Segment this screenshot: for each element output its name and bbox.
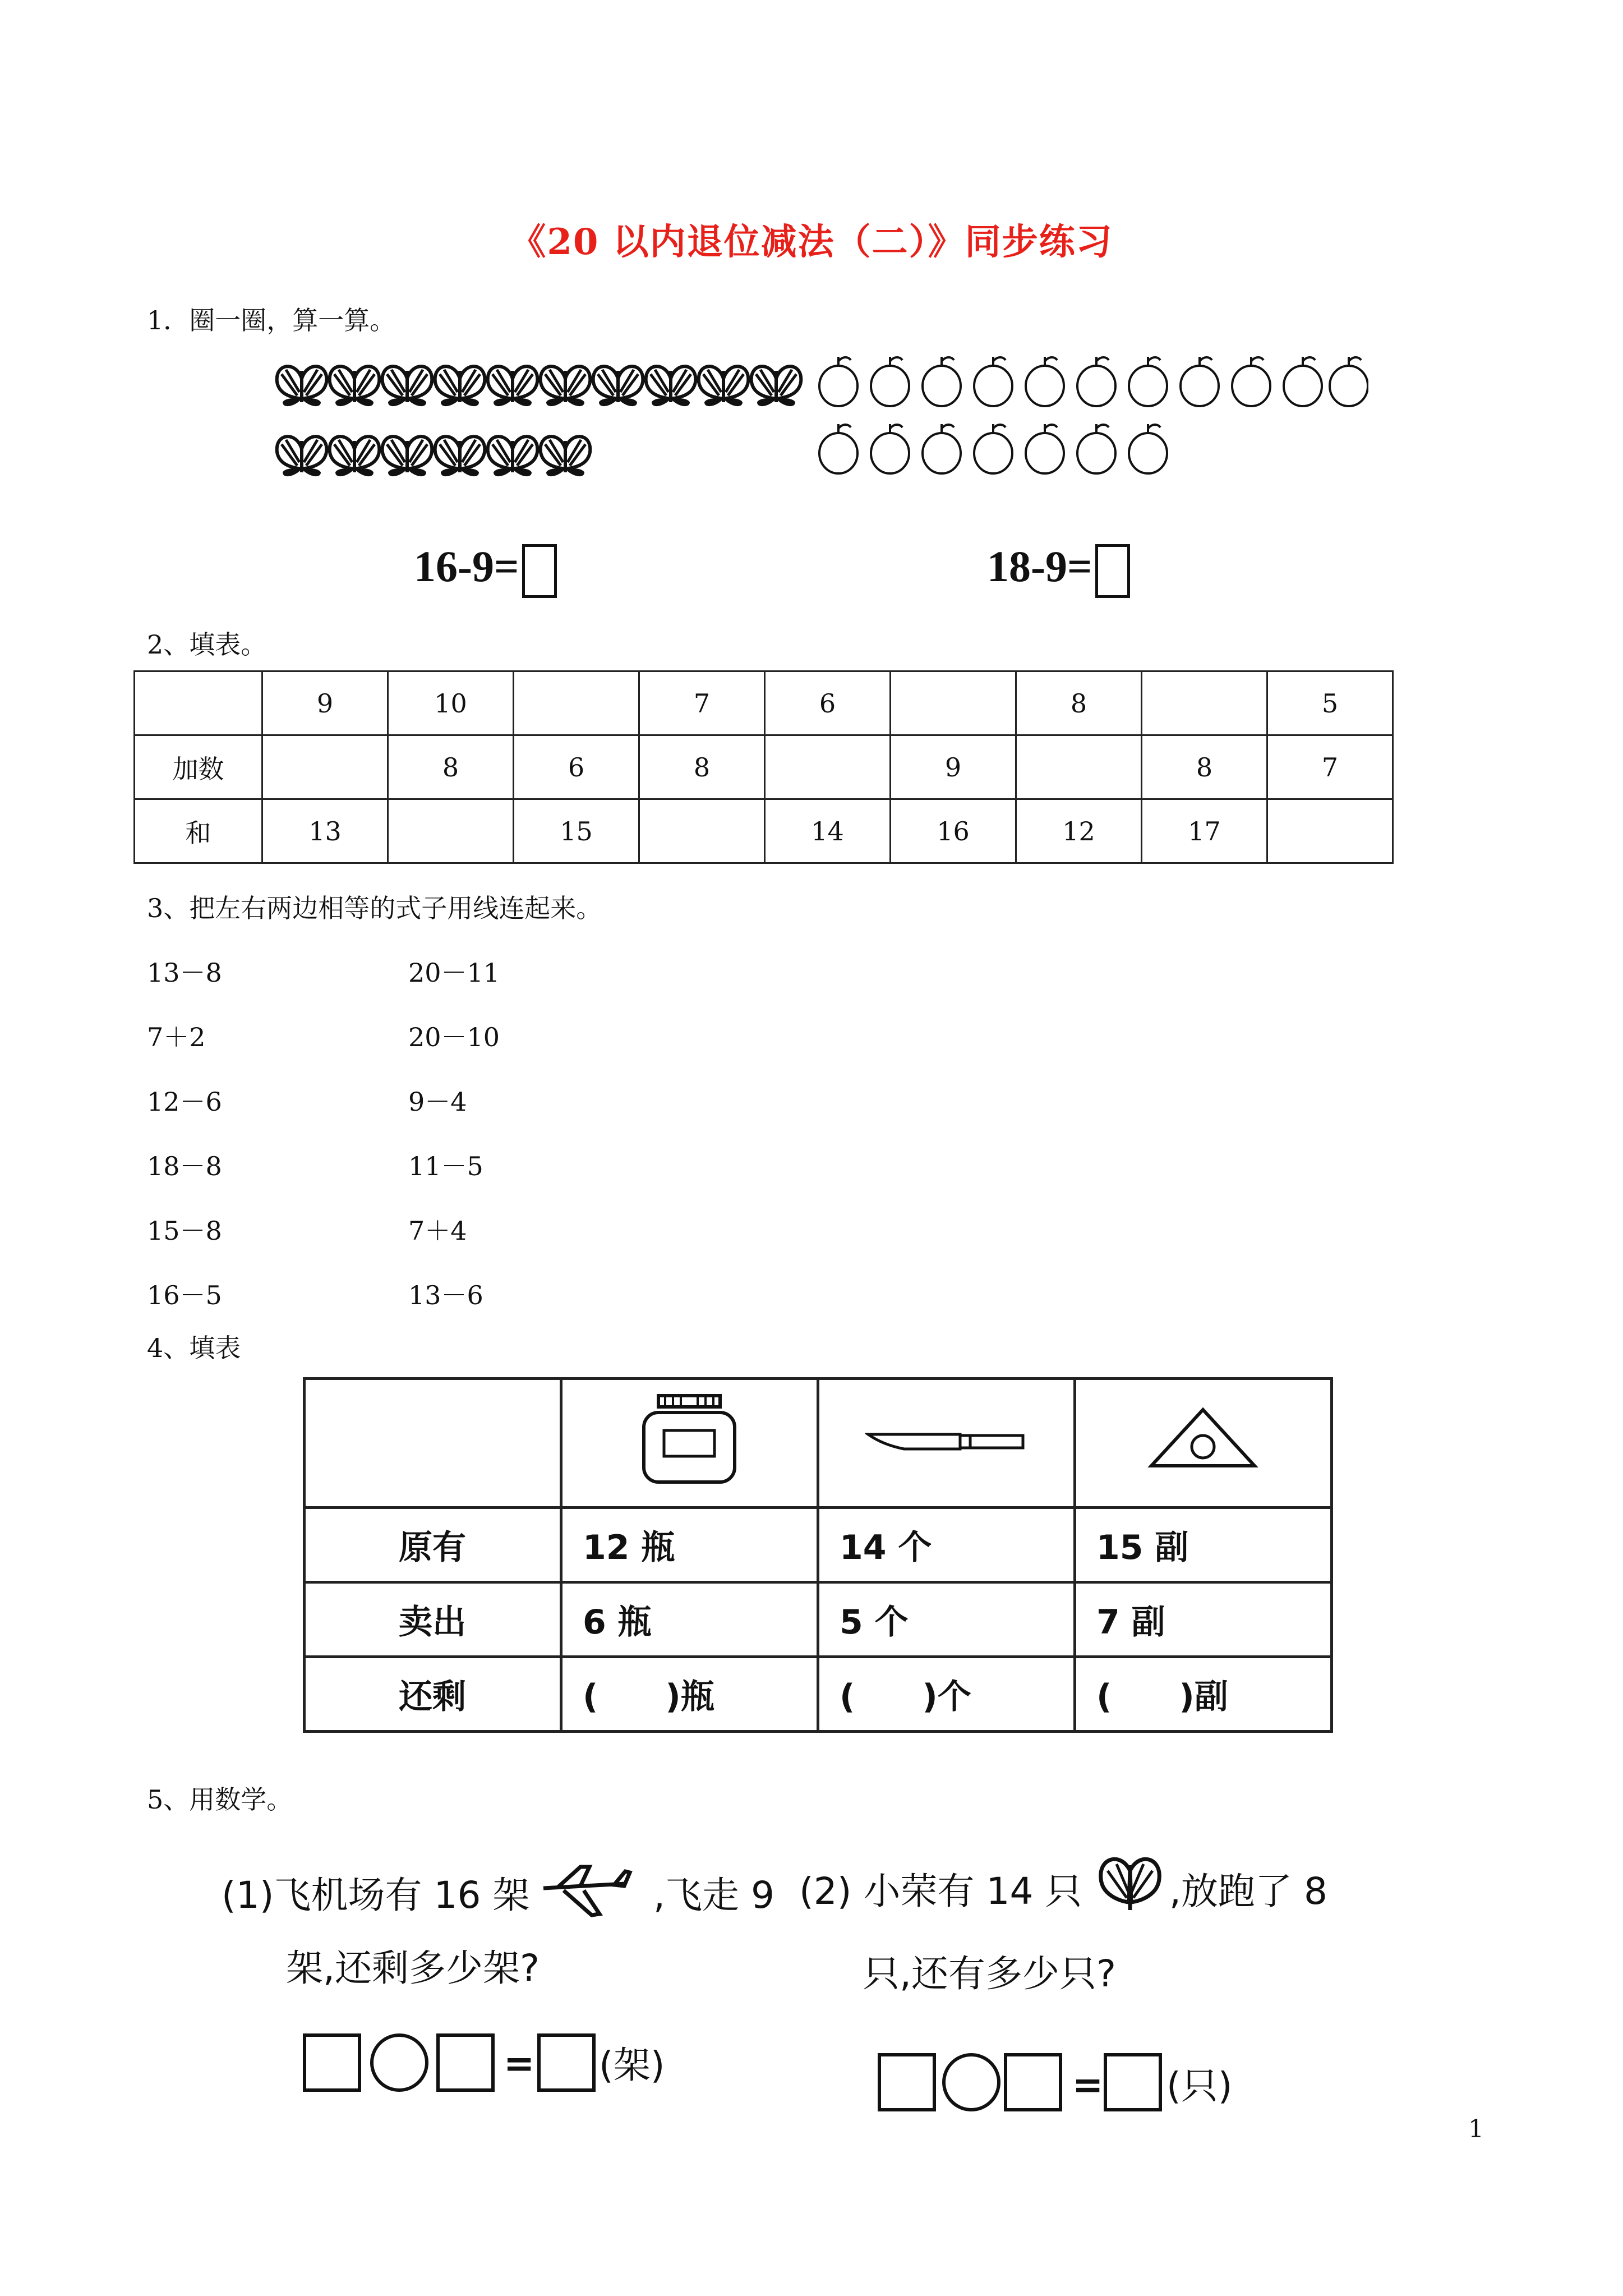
table-cell[interactable] [639, 799, 765, 863]
table-cell: 15 副 [1075, 1508, 1332, 1582]
answer-box[interactable] [1004, 2053, 1062, 2111]
right-expression[interactable]: 11－5 [408, 1151, 483, 1181]
table-row-label: 加数 [135, 735, 262, 799]
q2-heading: 2、填表。 [147, 629, 267, 660]
table-cell: 7 副 [1075, 1582, 1332, 1657]
table-cell: 8 [639, 735, 765, 799]
table-cell[interactable]: ( )瓶 [561, 1657, 818, 1732]
ink-bottle-icon [636, 1391, 743, 1487]
left-expression[interactable]: 18－8 [147, 1151, 222, 1181]
answer-box[interactable] [1104, 2053, 1162, 2111]
table-cell[interactable] [262, 735, 388, 799]
answer-box[interactable] [522, 544, 557, 598]
q4-heading: 4、填表 [147, 1333, 241, 1363]
apples-row2 [819, 424, 1167, 473]
table-cell[interactable]: ( )副 [1075, 1657, 1332, 1732]
unit-label: (架) [599, 2044, 665, 2087]
table-cell [135, 671, 262, 735]
answer-box[interactable] [436, 2033, 495, 2092]
q5-heading: 5、用数学。 [147, 1784, 293, 1815]
unit-label: (只) [1166, 2064, 1233, 2108]
table-cell[interactable] [388, 799, 514, 863]
table-cell: 6 [514, 735, 639, 799]
right-expression[interactable]: 7＋4 [408, 1216, 467, 1246]
q1-equation-right: 18-9= [987, 541, 1130, 598]
operator-circle[interactable] [942, 2053, 1000, 2111]
problem2-text: (2) 小荣有 14 只 [799, 1870, 1082, 1913]
table-cell [561, 1379, 818, 1508]
equals-sign: = [504, 2042, 535, 2085]
table-cell: 16 [891, 799, 1016, 863]
table-cell: 8 [1142, 735, 1267, 799]
table-row-label: 和 [135, 799, 262, 863]
table-row [305, 1508, 1332, 1582]
problem1-text: (1)飞机场有 16 架 [222, 1874, 530, 1917]
table-cell: 9 [891, 735, 1016, 799]
table-cell: 7 [639, 671, 765, 735]
table-row [305, 1582, 1332, 1657]
table-cell[interactable] [891, 671, 1016, 735]
butterflies-row1 [277, 366, 801, 406]
q4-table [303, 1377, 1333, 1733]
table-row [135, 735, 1393, 799]
table-cell: 5 [1267, 671, 1393, 735]
right-expression[interactable]: 13－6 [408, 1280, 483, 1310]
q1-picture-area [275, 345, 1368, 491]
knife-icon [865, 1422, 1027, 1456]
airplane-icon [541, 1861, 637, 1923]
table-cell: 14 [765, 799, 891, 863]
table-cell[interactable] [765, 735, 891, 799]
q2-table [133, 670, 1394, 864]
butterflies-row2 [277, 436, 591, 476]
table-row-label: 还剩 [305, 1657, 561, 1732]
table-cell: 17 [1142, 799, 1267, 863]
table-cell[interactable] [1267, 799, 1393, 863]
table-cell: 10 [388, 671, 514, 735]
answer-box[interactable] [1095, 544, 1130, 598]
table-cell[interactable]: ( )个 [818, 1657, 1075, 1732]
q1-heading: 1．圈一圈，算一算。 [147, 305, 396, 335]
answer-box[interactable] [537, 2033, 596, 2092]
right-expression[interactable]: 20－11 [408, 958, 500, 988]
problem1-text: 架,还剩多少架? [286, 1947, 540, 1990]
page-title: 《20 以内退位减法（二）》同步练习 [510, 221, 1113, 263]
table-row-label: 卖出 [305, 1582, 561, 1657]
table-row [305, 1657, 1332, 1732]
table-cell: 8 [1016, 671, 1142, 735]
table-cell: 15 [514, 799, 639, 863]
left-expression[interactable]: 12－6 [147, 1087, 222, 1117]
butterfly-icon [1096, 1854, 1164, 1916]
problem2-text: ,放跑了 8 [1169, 1870, 1327, 1913]
table-cell [1075, 1379, 1332, 1508]
problem1-text: ,飞走 9 [653, 1874, 774, 1917]
table-cell [818, 1379, 1075, 1508]
table-cell: 12 [1016, 799, 1142, 863]
left-expression[interactable]: 15－8 [147, 1216, 222, 1246]
left-expression[interactable]: 16－5 [147, 1280, 222, 1310]
table-row-label: 原有 [305, 1508, 561, 1582]
table-row [135, 799, 1393, 863]
operator-circle[interactable] [370, 2033, 428, 2092]
table-header-row [305, 1379, 1332, 1508]
right-expression[interactable]: 20－10 [408, 1022, 500, 1052]
page-number: 1 [1468, 2115, 1484, 2143]
left-expression[interactable]: 7＋2 [147, 1022, 206, 1052]
table-cell: 5 个 [818, 1582, 1075, 1657]
equals-sign: = [1072, 2063, 1104, 2106]
table-cell: 13 [262, 799, 388, 863]
q1-equation-left: 16-9= [414, 541, 557, 598]
answer-box[interactable] [878, 2053, 936, 2111]
table-cell: 8 [388, 735, 514, 799]
table-cell[interactable] [514, 671, 639, 735]
q3-heading: 3、把左右两边相等的式子用线连起来。 [147, 893, 602, 923]
triangle-ruler-icon [1147, 1405, 1259, 1473]
answer-box[interactable] [303, 2033, 361, 2092]
right-expression[interactable]: 9－4 [408, 1087, 467, 1117]
left-expression[interactable]: 13－8 [147, 958, 222, 988]
table-cell: 14 个 [818, 1508, 1075, 1582]
apples-row1 [819, 357, 1368, 406]
table-row [135, 671, 1393, 735]
table-cell[interactable] [1142, 671, 1267, 735]
problem2-text: 只,还有多少只? [863, 1952, 1117, 1995]
table-cell: 6 [765, 671, 891, 735]
table-cell: 7 [1267, 735, 1393, 799]
table-cell: 9 [262, 671, 388, 735]
table-cell: 6 瓶 [561, 1582, 818, 1657]
table-cell [305, 1379, 561, 1508]
table-cell: 12 瓶 [561, 1508, 818, 1582]
table-cell[interactable] [1016, 735, 1142, 799]
